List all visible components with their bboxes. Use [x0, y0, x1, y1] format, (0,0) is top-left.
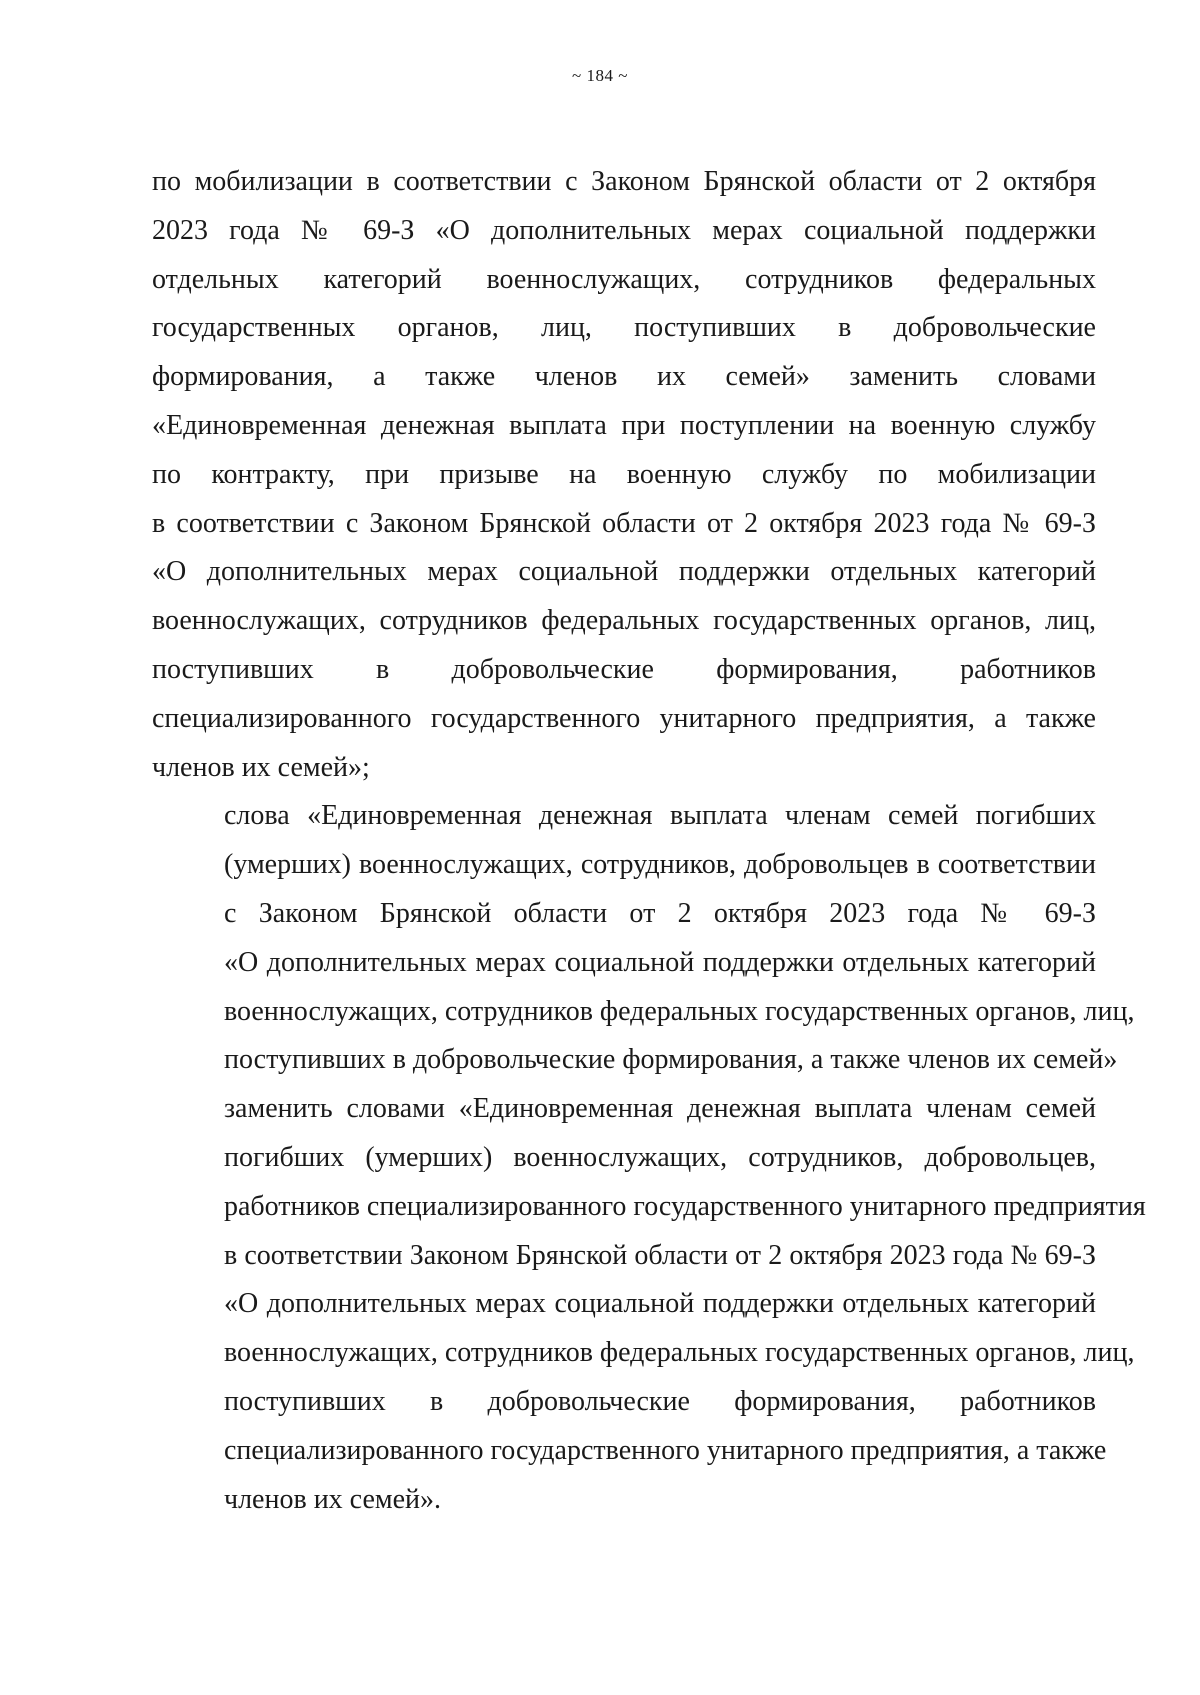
- text-line: «Единовременная денежная выплата при поступлении на военную службу: [152, 409, 1096, 441]
- document-body: [152, 158, 1146, 1524]
- text-line: военнослужащих, сотрудников федеральных государственных органов, лиц,: [224, 995, 1135, 1027]
- text-line: слова «Единовременная денежная выплата членам семей погибших: [224, 800, 1096, 832]
- text-line: «О дополнительных мерах социальной поддержки отдельных категорий: [224, 946, 1096, 978]
- text-line: в соответствии с Законом Брянской области от 2 октября 2023 года № 69-З: [152, 507, 1096, 539]
- text-line: государственных органов, лиц, поступивших в добровольческие: [152, 312, 1096, 344]
- text-line: 2023 года № 69-З «О дополнительных мерах социальной поддержки: [152, 214, 1096, 246]
- text-line: погибших (умерших) военнослужащих, сотрудников, добровольцев,: [224, 1141, 1096, 1173]
- text-line: формирования, а также членов их семей» заменить словами: [152, 361, 1096, 393]
- text-line: военнослужащих, сотрудников федеральных государственных органов, лиц,: [152, 605, 1096, 637]
- text-line: специализированного государственного унитарного предприятия, а также: [152, 702, 1096, 734]
- text-line: отдельных категорий военнослужащих, сотрудников федеральных: [152, 263, 1096, 295]
- text-line: «О дополнительных мерах социальной поддержки отдельных категорий: [152, 556, 1096, 588]
- text-line: (умерших) военнослужащих, сотрудников, добровольцев в соответствии: [224, 849, 1096, 881]
- text-line: военнослужащих, сотрудников федеральных государственных органов, лиц,: [224, 1337, 1135, 1369]
- text-line: членов их семей».: [224, 1483, 441, 1515]
- paragraph-1: [152, 158, 1096, 792]
- text-line: в соответствии Законом Брянской области от 2 октября 2023 года № 69-З: [224, 1239, 1096, 1271]
- page-number: ~ 184 ~: [572, 66, 628, 85]
- text-line: с Законом Брянской области от 2 октября 2023 года № 69-З: [224, 897, 1096, 929]
- text-line: заменить словами «Единовременная денежная выплата членам семей: [224, 1093, 1096, 1125]
- text-line: поступивших в добровольческие формирования, работников: [152, 653, 1096, 685]
- text-line: по мобилизации в соответствии с Законом Брянской области от 2 октября: [152, 166, 1096, 197]
- text-line: поступивших в добровольческие формирования, а также членов их семей»: [224, 1044, 1118, 1076]
- text-line: работников специализированного государственного унитарного предприятия: [224, 1190, 1146, 1222]
- paragraph-2: [152, 792, 1146, 1524]
- text-line: поступивших в добровольческие формирования, работников: [224, 1385, 1096, 1417]
- text-line: «О дополнительных мерах социальной поддержки отдельных категорий: [224, 1288, 1096, 1320]
- text-line: специализированного государственного унитарного предприятия, а также: [224, 1434, 1107, 1466]
- text-line: членов их семей»;: [152, 751, 370, 783]
- text-line: по контракту, при призыве на военную службу по мобилизации: [152, 458, 1096, 490]
